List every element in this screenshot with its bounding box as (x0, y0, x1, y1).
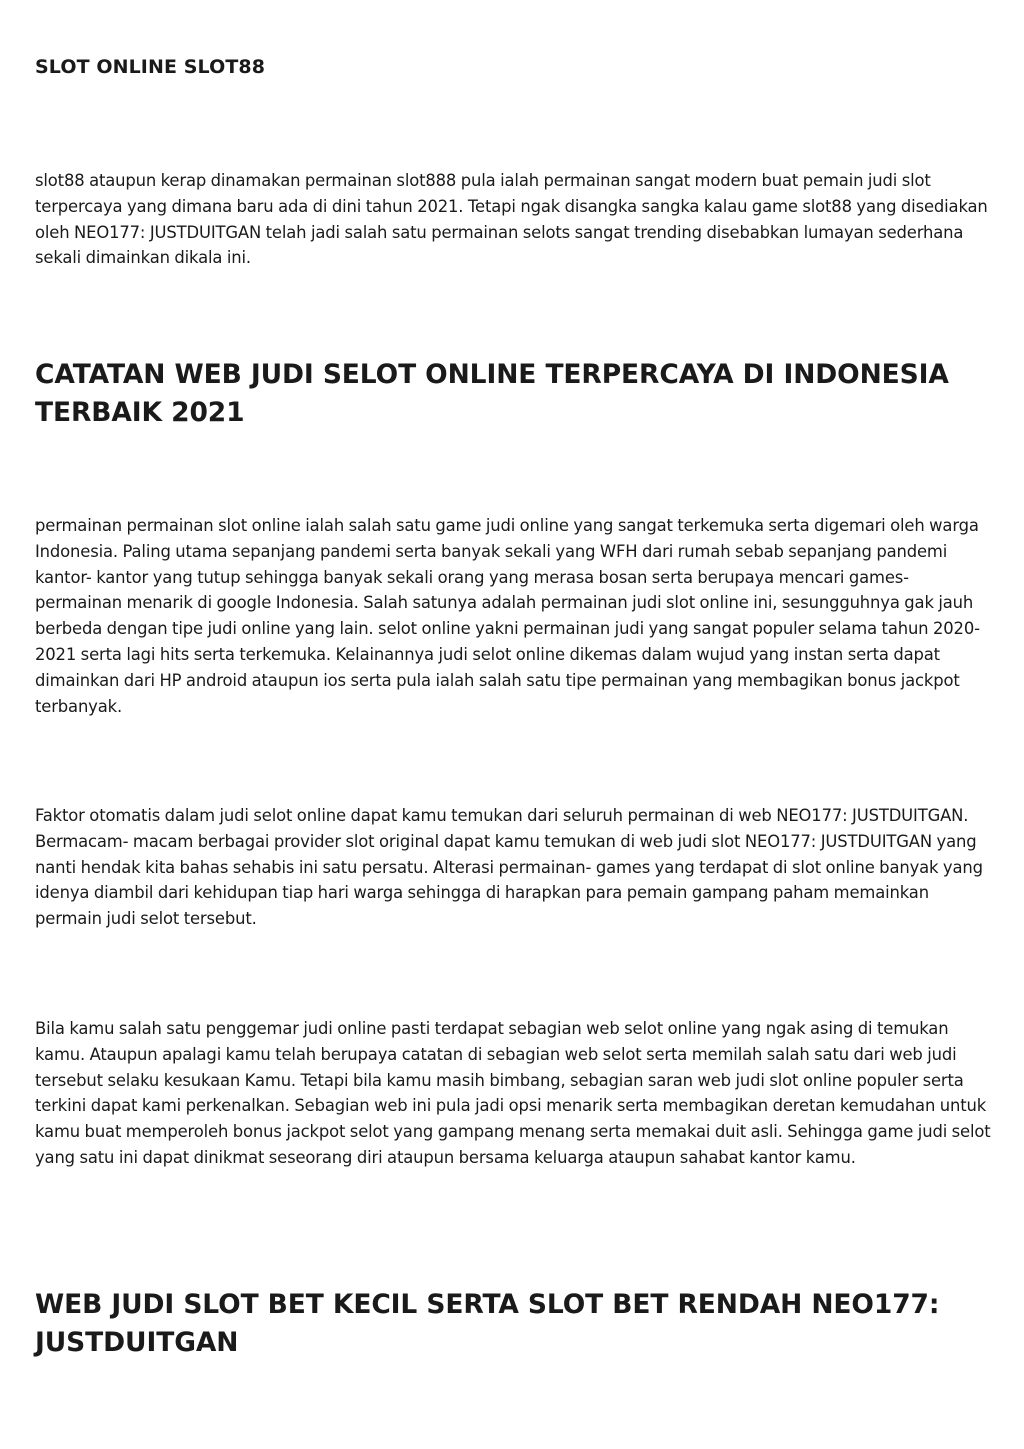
section1-paragraph-1: permainan permainan slot online ialah salah satu game judi online yang sangat terkemuka serta digemari oleh warga Indonesia. Paling utama sepanjang pandemi serta banyak sekali yang WFH dari rumah sebab sepanjang pandemi kantor- kantor yang tutup sehingga banyak sekali orang yang merasa bosan serta berupaya mencari games- permainan menarik di google Indonesia. Salah satunya adalah permainan judi slot online ini, sesungguhnya gak jauh berbeda dengan tipe judi online yang lain. selot online yakni permainan judi yang sangat populer selama tahun 2020- 2021 serta lagi hits serta terkemuka. Kelainannya judi selot online dikemas dalam wujud yang instan serta dapat dimainkan dari HP android ataupun ios serta pula ialah salah satu tipe permainan yang membagikan bonus jackpot terbanyak. (35, 516, 980, 716)
section1-paragraph-2: Faktor otomatis dalam judi selot online dapat kamu temukan dari seluruh permainan di web NEO177: JUSTDUITGAN. Bermacam- macam berbagai provider slot original dapat kamu temukan di web judi slot NEO177: JUSTDUITGAN yang nanti hendak kita bahas sehabis ini satu persatu. Alterasi permainan- games yang terdapat di slot online banyak yang idenya diambil dari kehidupan tiap hari warga sehingga di harapkan para pemain gampang paham memainkan permain judi selot tersebut. (35, 806, 983, 929)
intro-paragraph: slot88 ataupun kerap dinamakan permainan slot888 pula ialah permainan sangat modern buat pemain judi slot terpercaya yang dimana baru ada di dini tahun 2021. Tetapi ngak disangka sangka kalau game slot88 yang disediakan oleh NEO177: JUSTDUITGAN telah jadi salah satu permainan selots sangat trending disebabkan lumayan sederhana sekali dimainkan dikala ini. (35, 171, 988, 268)
section-heading-web-judi-slot: WEB JUDI SLOT BET KECIL SERTA SLOT BET RENDAH NEO177: JUSTDUITGAN (35, 1289, 940, 1358)
section-heading-catatan: CATATAN WEB JUDI SELOT ONLINE TERPERCAYA DI INDONESIA TERBAIK 2021 (35, 359, 949, 428)
section1-paragraph-3: Bila kamu salah satu penggemar judi online pasti terdapat sebagian web selot online yang ngak asing di temukan kamu. Ataupun apalagi kamu telah berupaya catatan di sebagian web selot serta memilah salah satu dari web judi tersebut selaku kesukaan Kamu. Tetapi bila kamu masih bimbang, sebagian saran web judi slot online populer serta terkini dapat kami perkenalkan. Sebagian web ini pula jadi opsi menarik serta membagikan deretan kemudahan untuk kamu buat memperoleh bonus jackpot selot yang gampang menang serta memakai duit asli. Sehingga game judi selot yang satu ini dapat dinikmat seseorang diri ataupun bersama keluarga ataupun sahabat kantor kamu. (35, 1019, 991, 1167)
document-title: SLOT ONLINE SLOT88 (35, 56, 266, 78)
